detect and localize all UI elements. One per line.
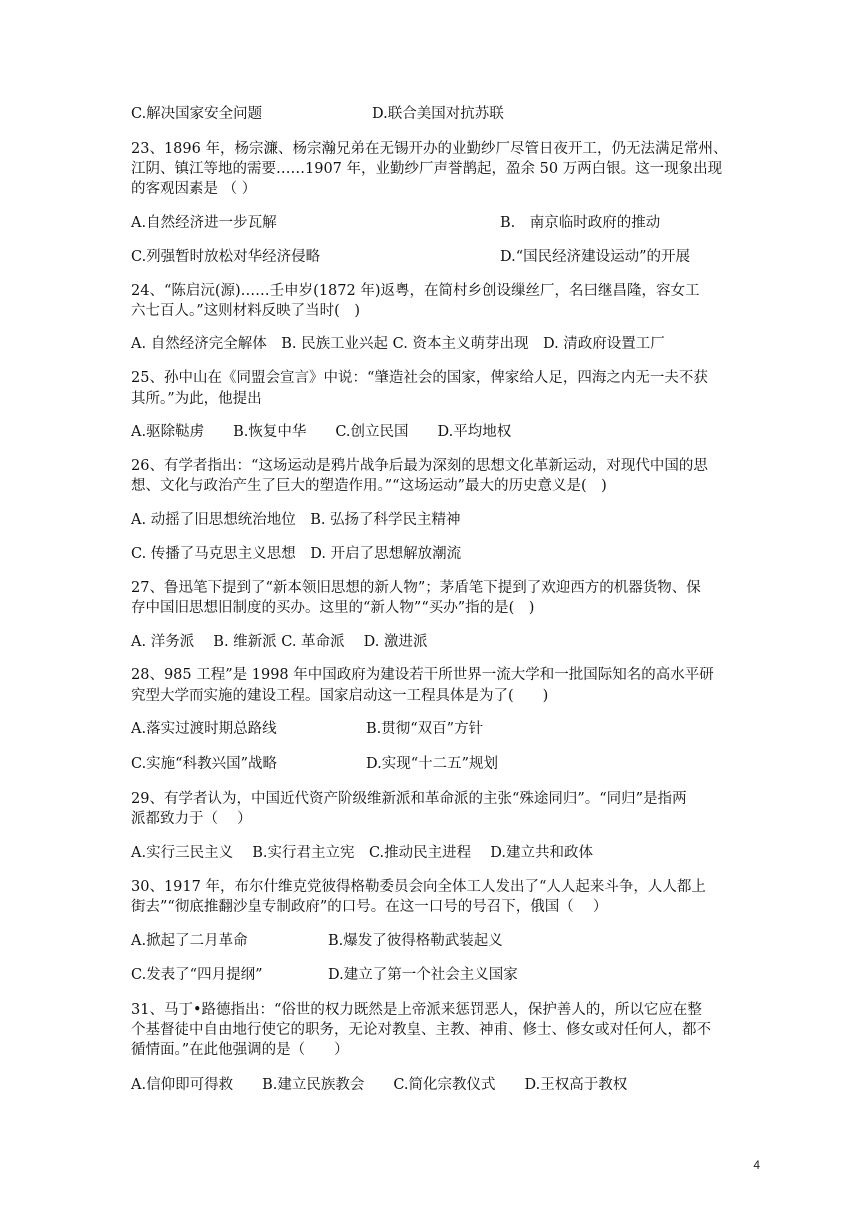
q30-option-a: A.掀起了二月革命 xyxy=(131,933,248,949)
q25-stem-line-2: 其所。”为此，他提出 xyxy=(131,391,262,407)
q23-option-b: B. 南京临时政府的推动 xyxy=(500,215,661,231)
q24-stem-line-1: 24、“陈启沅(源)……壬申岁(1872 年)返粤，在简村乡创设缫丝厂，名曰继昌隆，容女工 xyxy=(131,283,700,299)
q26-stem-line-2: 想、文化与政治产生了巨大的塑造作用。”“这场运动”最大的历史意义是( ) xyxy=(131,478,607,494)
q29-options: A.实行三民主义 B.实行君主立宪 C.推动民主进程 D.建立共和政体 xyxy=(131,845,593,861)
q31-stem-line-2: 个基督徒中自由地行使它的职务，无论对教皇、主教、神甫、修士、修女或对任何人，都不 xyxy=(131,1022,711,1038)
q31-stem-line-1: 31、马丁•路德指出：“俗世的权力既然是上帝派来惩罚恶人，保护善人的，所以它应在整 xyxy=(131,1002,702,1018)
q25-options: A.驱除鞑虏 B.恢复中华 C.创立民国 D.平均地权 xyxy=(131,424,512,440)
q28-stem-line-1: 28、985 工程”是 1998 年中国政府为建设若干所世界一流大学和一批国际知名的高水平研 xyxy=(131,667,714,683)
q23-stem-line-3: 的客观因素是 （ ） xyxy=(131,181,257,197)
q27-stem-line-2: 存中国旧思想旧制度的买办。这里的“新人物”“买办”指的是( ) xyxy=(131,600,535,616)
q31-options: A.信仰即可得救 B.建立民族教会 C.简化宗教仪式 D.王权高于教权 xyxy=(131,1077,628,1093)
q28-option-b: B.贯彻“双百”方针 xyxy=(366,721,484,737)
q30-stem-line-1: 30、1917 年，布尔什维克党彼得格勒委员会向全体工人发出了“人人起来斗争，人人都上 xyxy=(131,879,706,895)
q28-option-d: D.实现“十二五”规划 xyxy=(366,756,499,772)
q23-option-d: D.“国民经济建设运动”的开展 xyxy=(500,249,691,265)
q30-option-c: C.发表了“四月提纲” xyxy=(131,967,263,983)
q26-options-row-1: A. 动摇了旧思想统治地位 B. 弘扬了科学民主精神 xyxy=(131,512,461,528)
q26-stem-line-1: 26、有学者指出：“这场运动是鸦片战争后最为深刻的思想文化革新运动，对现代中国的思 xyxy=(131,458,708,474)
q25-stem-line-1: 25、孙中山在《同盟会宣言》中说：“肇造社会的国家，俾家给人足，四海之内无一夫不获 xyxy=(131,370,708,386)
q24-options: A. 自然经济完全解体 B. 民族工业兴起 C. 资本主义萌芽出现 D. 清政府设置工厂 xyxy=(131,336,665,352)
q23-stem-line-1: 23、1896 年，杨宗濂、杨宗瀚兄弟在无锡开办的业勤纱厂尽管日夜开工，仍无法满足常州、 xyxy=(131,141,728,157)
q24-stem-line-2: 六七百人。”这则材料反映了当时( ) xyxy=(131,303,360,319)
q23-option-a: A.自然经济进一步瓦解 xyxy=(131,215,277,231)
page-number: 4 xyxy=(753,1158,760,1172)
q28-option-a: A.落实过渡时期总路线 xyxy=(131,721,277,737)
q27-stem-line-1: 27、鲁迅笔下提到了“新本领旧思想的新人物”；茅盾笔下提到了欢迎西方的机器货物、保 xyxy=(131,580,701,596)
q23-option-c: C.列强暂时放松对华经济侵略 xyxy=(131,249,321,265)
q27-options: A. 洋务派 B. 维新派 C. 革命派 D. 激进派 xyxy=(131,634,428,650)
q23-stem-line-2: 江阴、镇江等地的需要……1907 年，业勤纱厂声誉鹊起，盈余 50 万两白银。这一现象出现 xyxy=(131,161,723,177)
q30-option-d: D.建立了第一个社会主义国家 xyxy=(328,967,518,983)
q30-stem-line-2: 街去”“彻底推翻沙皇专制政府”的口号。在这一口号的号召下，俄国（ ） xyxy=(131,899,608,915)
q29-stem-line-1: 29、有学者认为，中国近代资产阶级维新派和革命派的主张“殊途同归”。“同归”是指两 xyxy=(131,791,687,807)
q30-option-b: B.爆发了彼得格勒武装起义 xyxy=(328,933,503,949)
q22-option-d: D.联合美国对抗苏联 xyxy=(372,106,504,122)
q26-options-row-2: C. 传播了马克思主义思想 D. 开启了思想解放潮流 xyxy=(131,546,462,562)
q31-stem-line-3: 循情面。”在此他强调的是（ ） xyxy=(131,1042,349,1058)
q28-option-c: C.实施“科教兴国”战略 xyxy=(131,756,278,772)
q28-stem-line-2: 究型大学而实施的建设工程。国家启动这一工程具体是为了( ) xyxy=(131,688,549,704)
q22-option-c: C.解决国家安全问题 xyxy=(131,106,263,122)
q29-stem-line-2: 派都致力于（ ） xyxy=(131,811,252,827)
